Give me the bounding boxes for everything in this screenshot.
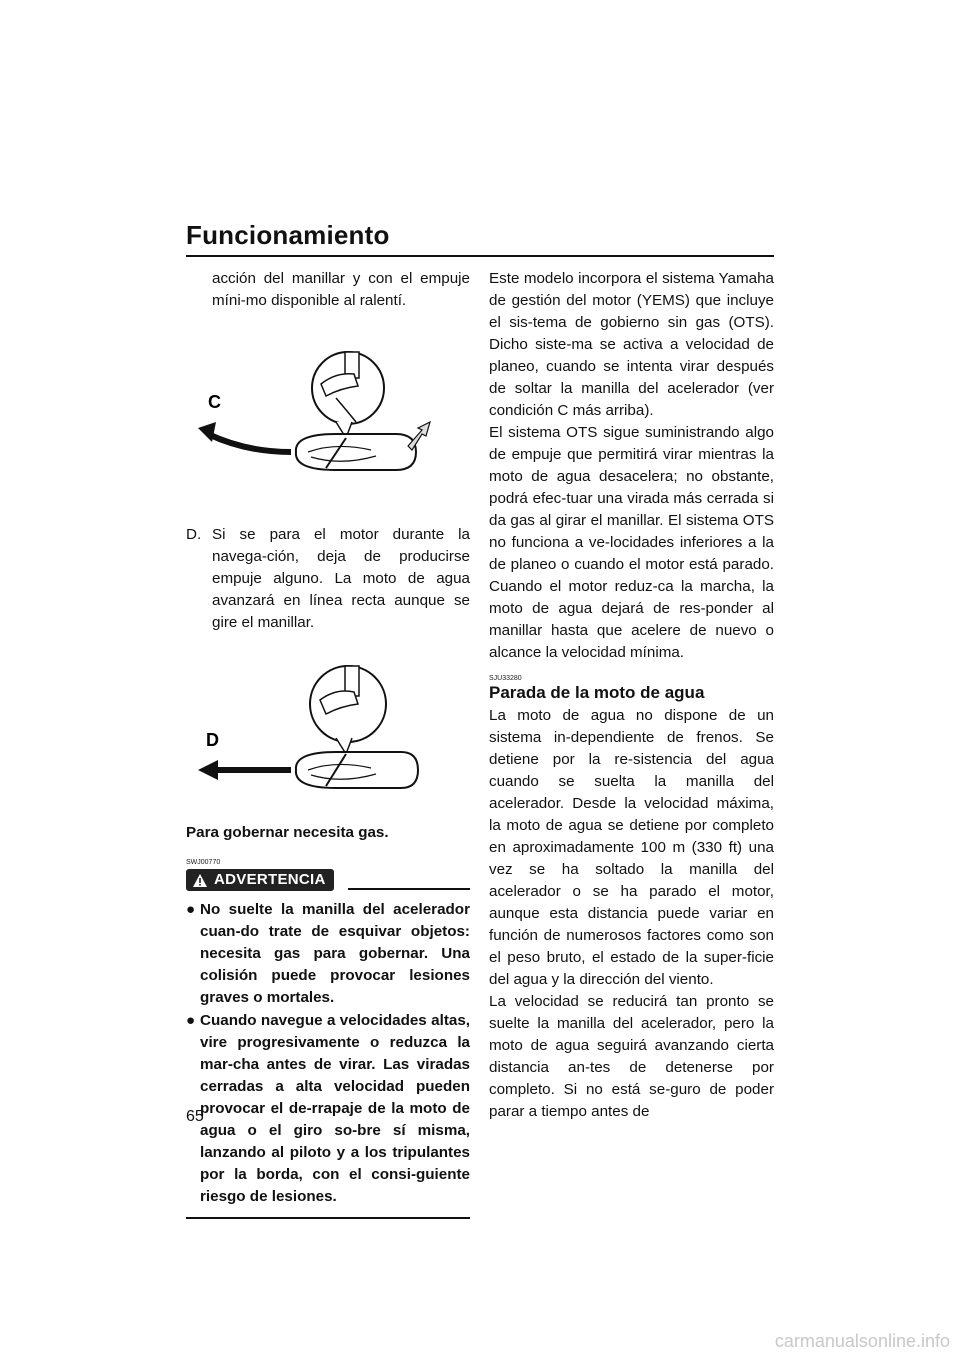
warning-label: ADVERTENCIA	[214, 871, 326, 888]
figure-c-label: C	[208, 392, 221, 412]
warning-bottom-rule	[186, 1217, 470, 1219]
intro-paragraph: acción del manillar y con el empuje míni-mo disponible al ralentí.	[212, 270, 470, 309]
page-number: 65	[186, 1108, 204, 1125]
list-item-d	[186, 524, 470, 634]
warning-badge	[186, 869, 334, 891]
figure-d-label: D	[206, 730, 219, 750]
deceleration-paragraph: La velocidad se reducirá tan pronto se suelte la manilla del acelerador, pero la moto de agua seguirá avanzando cierta distancia an-tes de detenerse por completo. Si no está se-guro de poder parar a tiempo antes de	[489, 993, 774, 1120]
warning-header	[186, 869, 470, 891]
item-d-label: D.	[186, 526, 202, 543]
figure-c-turning-diagram	[186, 342, 436, 512]
watermark: carmanualsonline.info	[774, 1331, 950, 1351]
warning-triangle-icon	[192, 873, 208, 888]
page-title: Funcionamiento	[186, 220, 390, 250]
yems-paragraph: Este modelo incorpora el sistema Yamaha de gestión del motor (YEMS) que incluye el sis-tema de gobierno sin gas (OTS). Dicho siste-ma se activa a velocidad de planeo, cuando se intenta virar después de soltar la manilla del acelerador (ver condición C más arriba).	[489, 270, 774, 419]
section-code: SJU33280	[489, 675, 522, 682]
steer-heading: Para gobernar necesita gas.	[186, 824, 389, 841]
warning-list	[186, 899, 470, 1208]
left-column	[186, 268, 470, 1219]
ots-paragraph: El sistema OTS sigue suministrando algo de empuje que permitirá virar mientras la moto de agua desacelera; no obstante, podrá efec-tuar una virada más cerrada si da gas al girar el manillar. El sistema OTS no funciona a ve-locidades inferiores a la de planeo o cuando el motor está parado. Cuando el motor reduz-ca la marcha, la moto de agua dejará de res-ponder al manillar hasta que acelere de nuevo o alcance la velocidad mínima.	[489, 424, 774, 661]
header-rule	[186, 255, 774, 257]
warning-item: ● Cuando navegue a velocidades altas, vire progresivamente o reduzca la mar-cha antes de virar. Las viradas cerradas a alta velocidad pueden provocar el de-rrapaje de la moto de agua o el giro so-bre sí misma, lanzando al piloto y a los tripulantes por la borda, con el consi-guiente riesgo de lesiones.	[186, 1012, 470, 1205]
warning-rule	[348, 888, 470, 890]
stopping-paragraph: La moto de agua no dispone de un sistema in-dependiente de frenos. Se detiene por la re-sistencia del agua cuando se suelta la manilla del acelerador. Desde la velocidad máxima, la moto de agua se detiene por completo en aproximadamente 100 m (330 ft) una vez se ha soltado la manilla del acelerador o se ha parado el motor, aunque esta distancia puede variar en función de numerosos factores como son el peso bruto, el estado de la super-ficie del agua y la dirección del viento.	[489, 707, 774, 988]
warning-code: SWJ00770	[186, 859, 221, 866]
right-column	[489, 268, 774, 1123]
warning-item: ● No suelte la manilla del acelerador cuan-do trate de esquivar objetos: necesita gas para gobernar. Una colisión puede provocar lesiones graves o mortales.	[186, 901, 470, 1006]
figure-d-straight-diagram	[186, 654, 436, 822]
section-title: Parada de la moto de agua	[489, 683, 705, 702]
item-d-text: Si se para el motor durante la navega-ción, deja de producirse empuje alguno. La moto de agua avanzará en línea recta aunque se gire el manillar.	[212, 526, 470, 631]
